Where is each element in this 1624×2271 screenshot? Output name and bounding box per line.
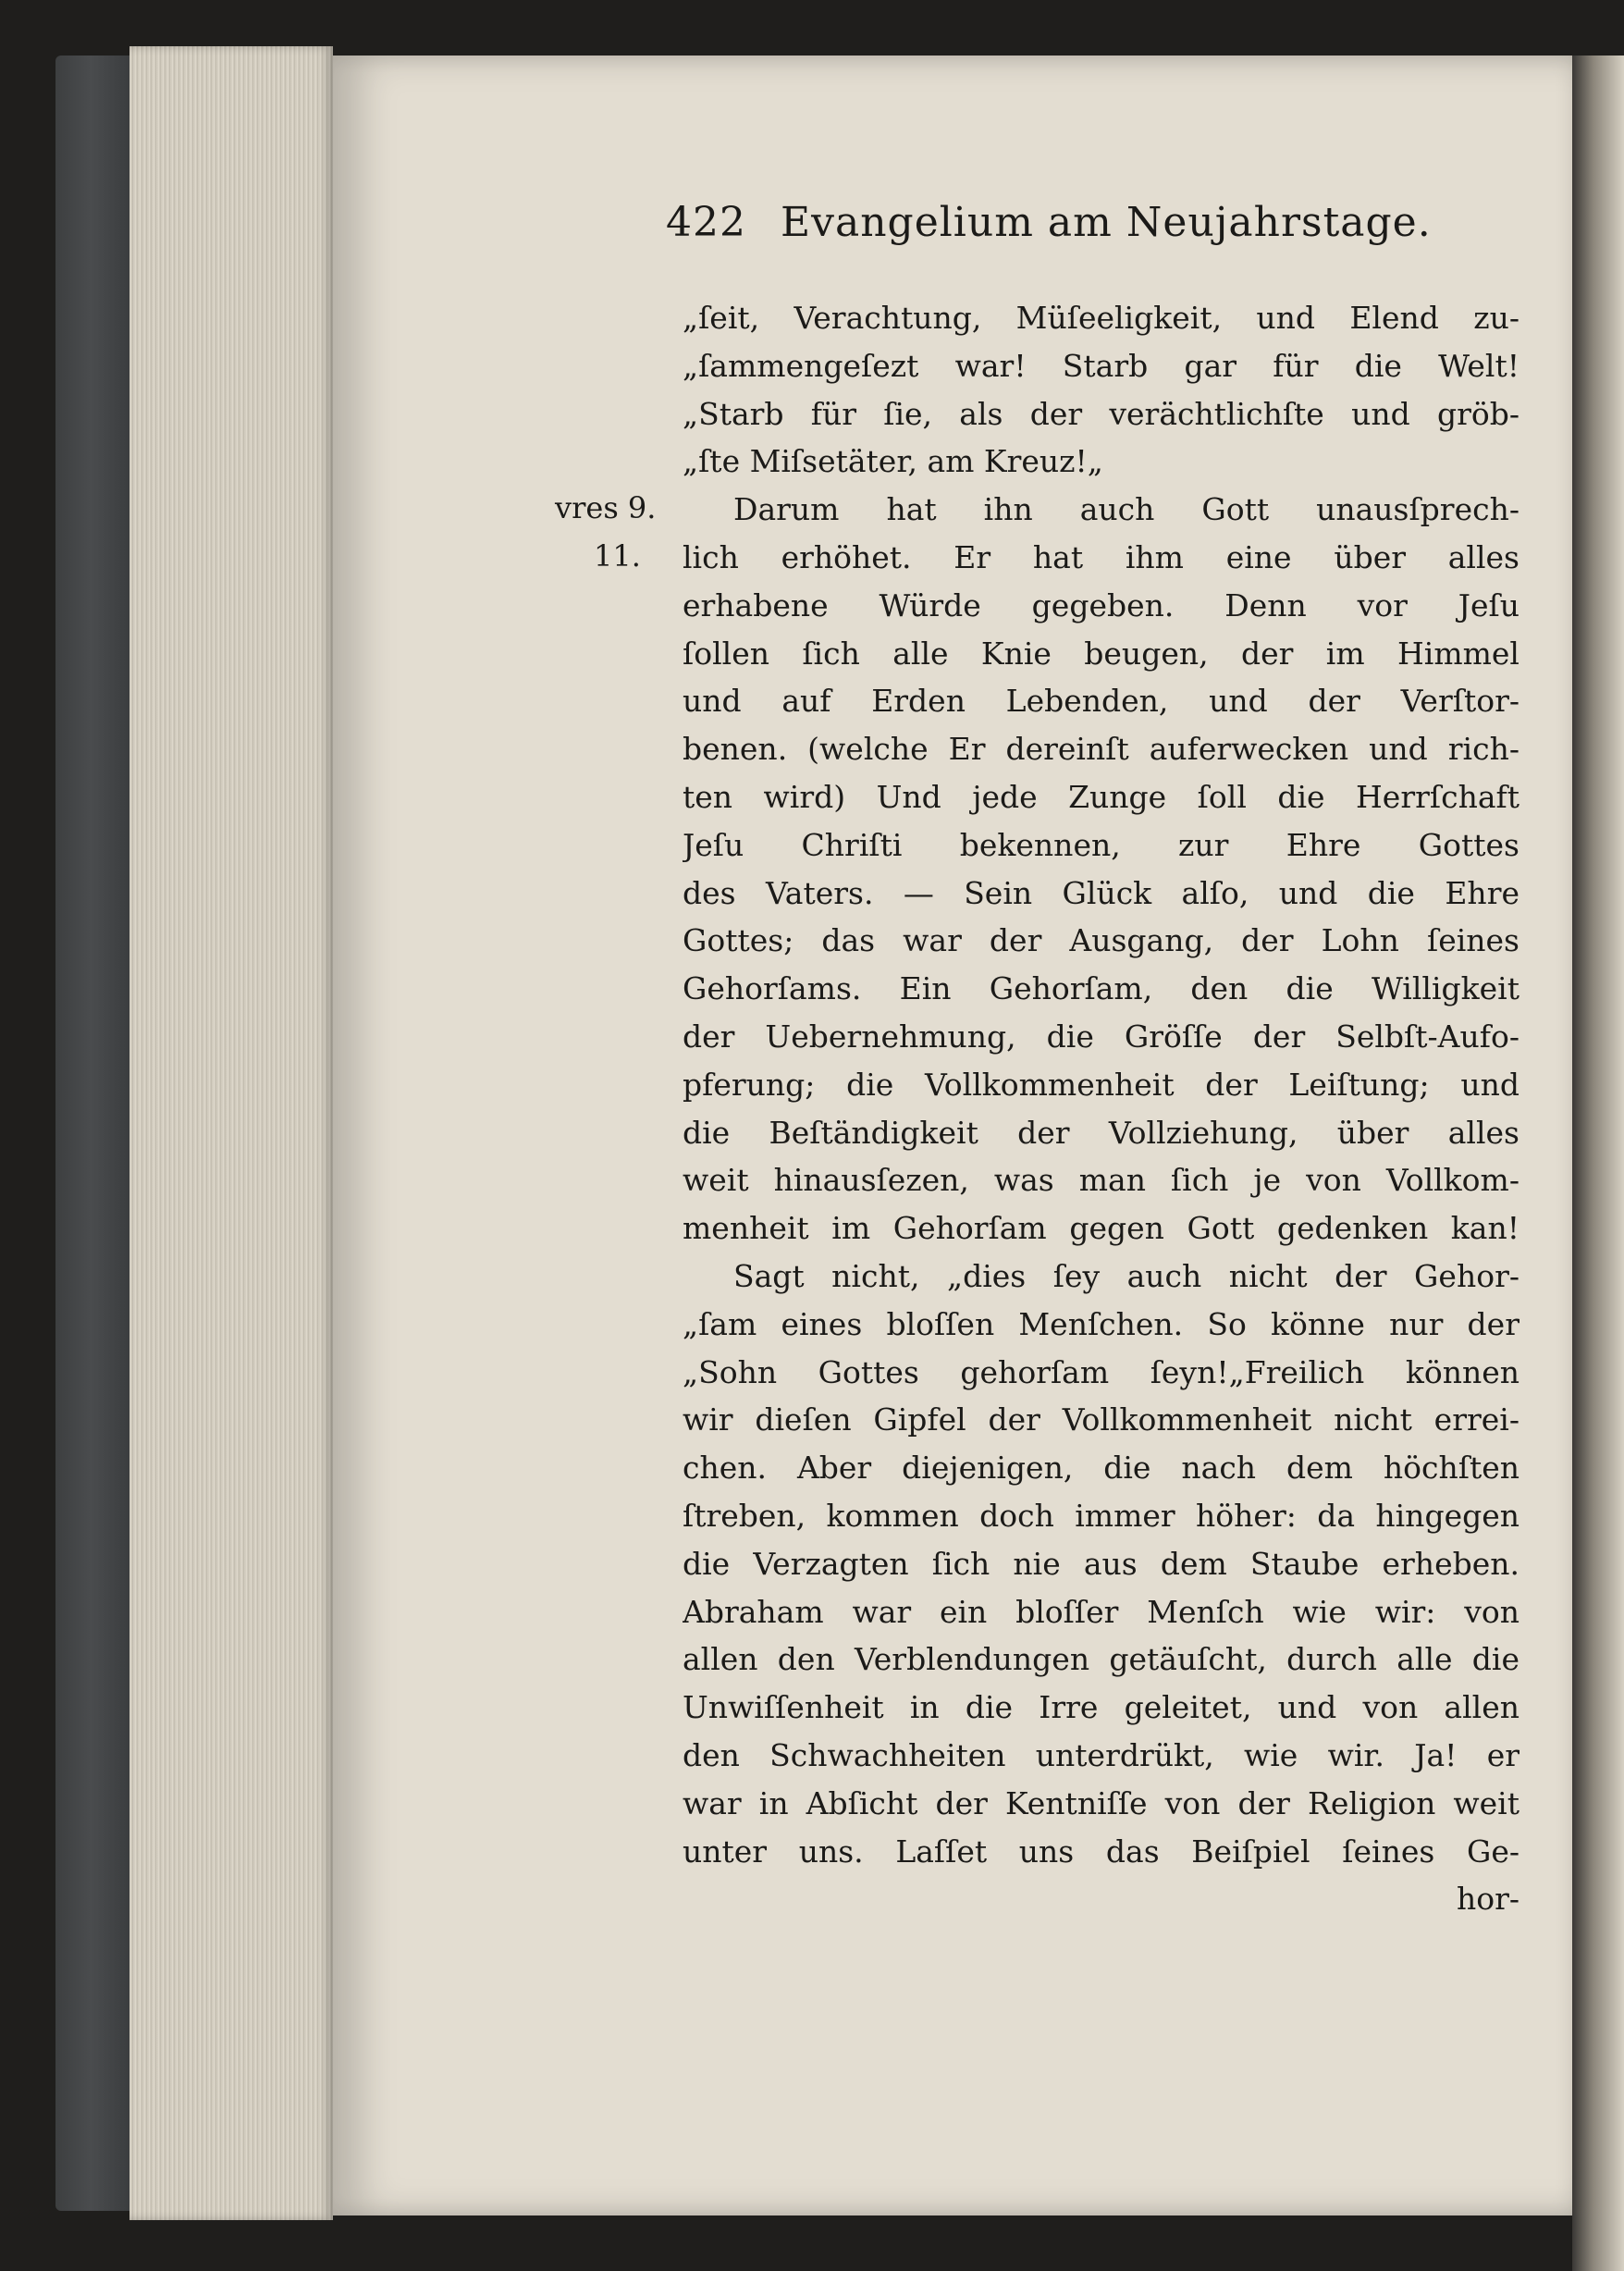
text-line: „ſeit, Verachtung, Müſeeligkeit, und Elend zu‑	[683, 300, 1519, 336]
text-line: benen. (welche Er dereinſt auferwecken und rich‑	[683, 731, 1519, 768]
page-number: 422	[666, 199, 746, 246]
text-line: „ſte Miſsetäter, am Kreuz!„	[683, 443, 1103, 480]
margin-note-verse: vres 9.	[555, 490, 657, 525]
body-text	[683, 294, 1519, 1923]
text-line: und auf Erden Lebenden, und der Verſtor‑	[683, 683, 1519, 720]
text-line: lich erhöhet. Er hat ihm eine über alles	[683, 538, 1519, 575]
text-line: unter uns. Laſſet uns das Beiſpiel ſeines Ge‑	[683, 1833, 1519, 1870]
text-line: der Uebernehmung, die Gröſſe der Selbſt‑Aufo‑	[683, 1018, 1519, 1055]
page-stack-edges	[129, 46, 333, 2220]
text-line: Sagt nicht, „dies ſey auch nicht der Gehor‑	[733, 1257, 1519, 1294]
text-line: wir dieſen Gipfel der Vollkommenheit nicht errei‑	[683, 1401, 1519, 1438]
text-line: chen. Aber diejenigen, die nach dem höchſten	[683, 1450, 1519, 1487]
text-line: erhabene Würde gegeben. Denn vor Jeſu	[683, 586, 1519, 623]
text-line: „ſammengeſezt war! Starb gar für die Welt!	[683, 347, 1519, 384]
text-line: des Vaters. — Sein Glück alſo, und die Ehre	[683, 874, 1519, 911]
text-line: „Sohn Gottes gehorſam ſeyn!„Freilich können	[683, 1353, 1519, 1390]
text-line: die Verzagten ſich nie aus dem Staube erheben.	[683, 1545, 1519, 1582]
text-line: Gottes; das war der Ausgang, der Lohn ſeines	[683, 922, 1519, 959]
running-title: Evangelium am Neujahrstage.	[780, 199, 1432, 246]
facing-page-gutter	[1572, 56, 1624, 2271]
text-line: „Starb für ſie, als der verächtlichſte und gröb‑	[683, 395, 1519, 432]
text-line: ten wird) Und jede Zunge ſoll die Herrſchaft	[683, 778, 1519, 815]
text-line: war in Abſicht der Kentniſſe von der Religion weit	[683, 1784, 1519, 1821]
text-line: „ſam eines bloſſen Menſchen. So könne nur der	[683, 1305, 1519, 1342]
margin-note-verse-end: 11.	[594, 538, 641, 574]
text-line: Gehorſams. Ein Gehorſam, den die Willigkeit	[683, 970, 1519, 1007]
text-line: Unwiſſenheit in die Irre geleitet, und von allen	[683, 1689, 1519, 1726]
text-line: den Schwachheiten unterdrükt, wie wir. Ja! er	[683, 1736, 1519, 1773]
text-line: ſtreben, kommen doch immer höher: da hingegen	[683, 1497, 1519, 1534]
text-line: Abraham war ein bloſſer Menſch wie wir: von	[683, 1593, 1519, 1630]
text-line: Jeſu Chriſti bekennen, zur Ehre Gottes	[683, 826, 1519, 863]
text-line: ſollen ſich alle Knie beugen, der im Himmel	[683, 635, 1519, 672]
text-line: weit hinausſezen, was man ſich je von Vollkom‑	[683, 1162, 1519, 1199]
text-line: allen den Verblendungen getäuſcht, durch alle die	[683, 1641, 1519, 1678]
text-line: Darum hat ihn auch Gott unausſprech‑	[733, 491, 1519, 528]
text-line: pferung; die Vollkommenheit der Leiſtung; und	[683, 1066, 1519, 1103]
text-line: menheit im Gehorſam gegen Gott gedenken kan!	[683, 1210, 1519, 1247]
catchword: hor‑	[1456, 1881, 1519, 1918]
text-line: die Beſtändigkeit der Vollziehung, über alles	[683, 1114, 1519, 1151]
running-header	[666, 199, 1432, 246]
